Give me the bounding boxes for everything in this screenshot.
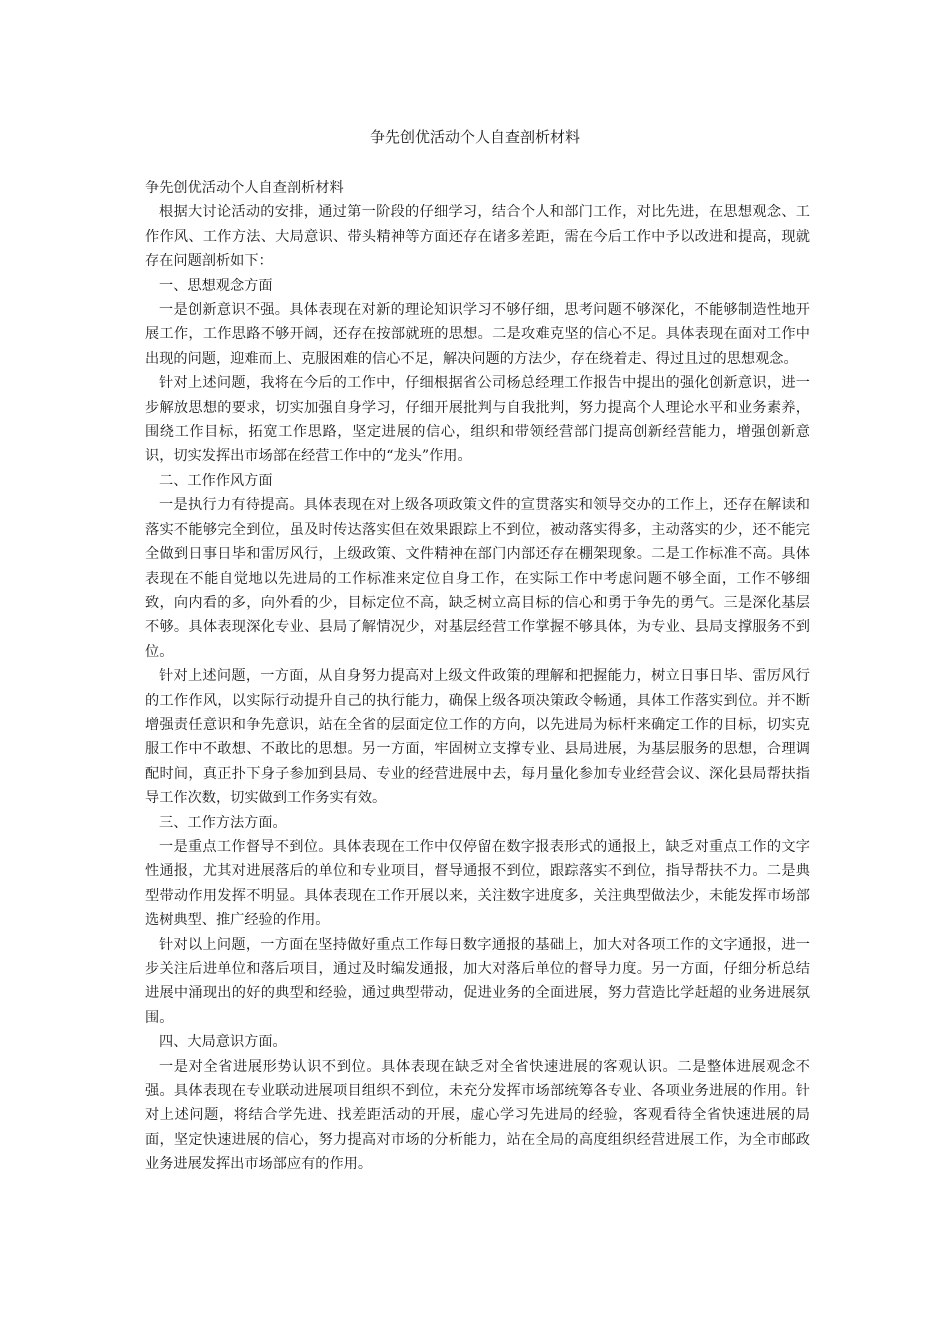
document-subtitle: 争先创优活动个人自查剖析材料 [145, 180, 344, 196]
paragraph: 针对上述问题，我将在今后的工作中，仔细根据省公司杨总经理工作报告中提出的强化创新意识，进一步解放思想的要求，切实加强自身学习，仔细开展批判与自我批判，努力提高个人理论水平和业务素养，围绕工作目标，拓宽工作思路，坚定进展的信心，组织和带领经营部门提高创新经营能力，增强创新意识，切实发挥出市场部在经营工作中的“龙头”作用。 [145, 375, 810, 465]
document-title: 争先创优活动个人自查剖析材料 [369, 128, 580, 146]
paragraph: 一是对全省进展形势认识不到位。具体表现在缺乏对全省快速进展的客观认识。二是整体进展观念不强。具体表现在专业联动进展项目组织不到位，未充分发挥市场部统筹各专业、各项业务进展的作用。针对上述问题，将结合学先进、找差距活动的开展，虚心学习先进局的经验，客观看待全省快速进展的局面，坚定快速进展的信心，努力提高对市场的分析能力，站在全局的高度组织经营进展工作，为全市邮政业务进展发挥出市场部应有的作用。 [145, 1058, 810, 1173]
paragraph: 一是重点工作督导不到位。具体表现在工作中仅停留在数字报表形式的通报上，缺乏对重点工作的文字性通报，尤其对进展落后的单位和专业项目，督导通报不到位，跟踪落实不到位，指导帮扶不力。二是典型带动作用发挥不明显。具体表现在工作开展以来，关注数字进度多，关注典型做法少，未能发挥市场部选树典型、推广经验的作用。 [145, 838, 810, 929]
section-heading-2: 二、工作作风方面 [159, 472, 273, 489]
section-heading-1: 一、思想观念方面 [159, 277, 273, 294]
paragraph-intro: 根据大讨论活动的安排，通过第一阶段的仔细学习，结合个人和部门工作，对比先进，在思想观念、工作作风、工作方法、大局意识、带头精神等方面还存在诸多差距，需在今后工作中予以改进和提高，现就存在问题剖析如下： [145, 204, 810, 270]
paragraph: 一是执行力有待提高。具体表现在对上级各项政策文件的宣贯落实和领导交办的工作上，还存在解读和落实不能够完全到位，虽及时传达落实但在效果跟踪上不到位，被动落实得多，主动落实的少，还不能完全做到日事日毕和雷厉风行，上级政策、文件精神在部门内部还存在棚架现象。二是工作标准不高。具体表现在不能自觉地以先进局的工作标准来定位自身工作，在实际工作中考虑问题不够全面，工作不够细致，向内看的多，向外看的少，目标定位不高，缺乏树立高目标的信心和勇于争先的勇气。三是深化基层不够。具体表现深化专业、县局了解情况少，对基层经营工作掌握不够具体，为专业、县局支撑服务不到位。 [145, 497, 810, 660]
section-heading-4: 四、大局意识方面。 [159, 1034, 287, 1051]
paragraph: 一是创新意识不强。具体表现在对新的理论知识学习不够仔细，思考问题不够深化，不能够制造性地开展工作，工作思路不够开阔，还存在按部就班的思想。二是攻难克坚的信心不足。具体表现在面对工作中出现的问题，迎难而上、克服困难的信心不足，解决问题的方法少，存在绕着走、得过且过的思想观念。 [145, 302, 810, 367]
paragraph: 针对以上问题，一方面在坚持做好重点工作每日数字通报的基础上，加大对各项工作的文字通报，进一步关注后进单位和落后项目，通过及时编发通报，加大对落后单位的督导力度。另一方面，仔细分析总结进展中涌现出的好的典型和经验，通过典型带动，促进业务的全面进展，努力营造比学赶超的业务进展氛围。 [145, 936, 810, 1026]
section-heading-3: 三、工作方法方面。 [159, 814, 287, 831]
paragraph: 针对上述问题，一方面，从自身努力提高对上级文件政策的理解和把握能力，树立日事日毕、雷厉风行的工作作风，以实际行动提升自己的执行能力，确保上级各项决策政令畅通，具体工作落实到位。并不断增强责任意识和争先意识，站在全省的层面定位工作的方向，以先进局为标杆来确定工作的目标，切实克服工作中不敢想、不敢比的思想。另一方面，牢固树立支撑专业、县局进展，为基层服务的思想，合理调配时间，真正扑下身子参加到县局、专业的经营进展中去，每月量化参加专业经营会议、深化县局帮扶指导工作次数，切实做到工作务实有效。 [145, 668, 810, 807]
document-body [145, 176, 810, 1177]
